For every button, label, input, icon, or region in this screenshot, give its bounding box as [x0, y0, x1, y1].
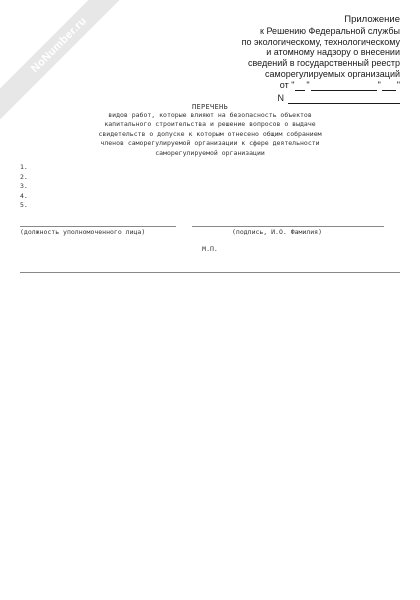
- work-types-list: [20, 163, 28, 211]
- appendix-line: саморегулируемых организаций: [265, 68, 400, 79]
- watermark: [0, 0, 120, 120]
- appendix-line: по экологическому, технологическому: [241, 36, 400, 47]
- appendix-line: и атомному надзору о внесении: [266, 47, 400, 58]
- list-item: 3.: [20, 182, 28, 191]
- document-heading: ПЕРЕЧЕНЬ: [191, 103, 229, 111]
- description-line: членов саморегулируемой организации к сфере деятельности: [100, 139, 320, 148]
- description-line: свидетельств о допуске к которым отнесено общим собранием: [98, 129, 322, 138]
- date-quote-close: ": [306, 79, 310, 90]
- description-line: саморегулируемой организации: [155, 148, 265, 157]
- position-label: (должность уполномоченного лица): [20, 228, 146, 236]
- list-item: 2.: [20, 172, 28, 181]
- list-item: 5.: [20, 201, 28, 210]
- position-signature-line: [20, 226, 176, 227]
- signature-label: (подпись, И.О. Фамилия): [232, 228, 323, 236]
- date-quote-open: ": [377, 79, 381, 90]
- date-quote-end: ": [396, 79, 400, 90]
- date-day-blank: [295, 82, 305, 91]
- description-line: капитального строительства и решение вопросов о выдаче: [104, 120, 316, 129]
- date-prefix: от ": [279, 79, 295, 90]
- signature-line: [192, 226, 384, 227]
- date-month-blank: [311, 82, 377, 91]
- stamp-label: М.П.: [202, 245, 218, 253]
- bottom-divider: [20, 272, 400, 273]
- list-item: 4.: [20, 191, 28, 200]
- appendix-block: [215, 15, 400, 104]
- document-description: [40, 111, 380, 158]
- watermark-text: NoNumber.ru: [0, 0, 120, 120]
- appendix-date-row: [215, 80, 400, 91]
- number-label: N: [277, 92, 284, 103]
- appendix-line: к Решению Федеральной службы: [260, 25, 400, 36]
- appendix-number-row: [215, 92, 400, 104]
- description-line: видов работ, которые влияют на безопасность объектов: [108, 111, 312, 119]
- appendix-title: Приложение: [344, 14, 400, 25]
- date-year-blank: [382, 82, 396, 91]
- list-item: 1.: [20, 163, 28, 171]
- appendix-line: сведений в государственный реестр: [248, 58, 400, 69]
